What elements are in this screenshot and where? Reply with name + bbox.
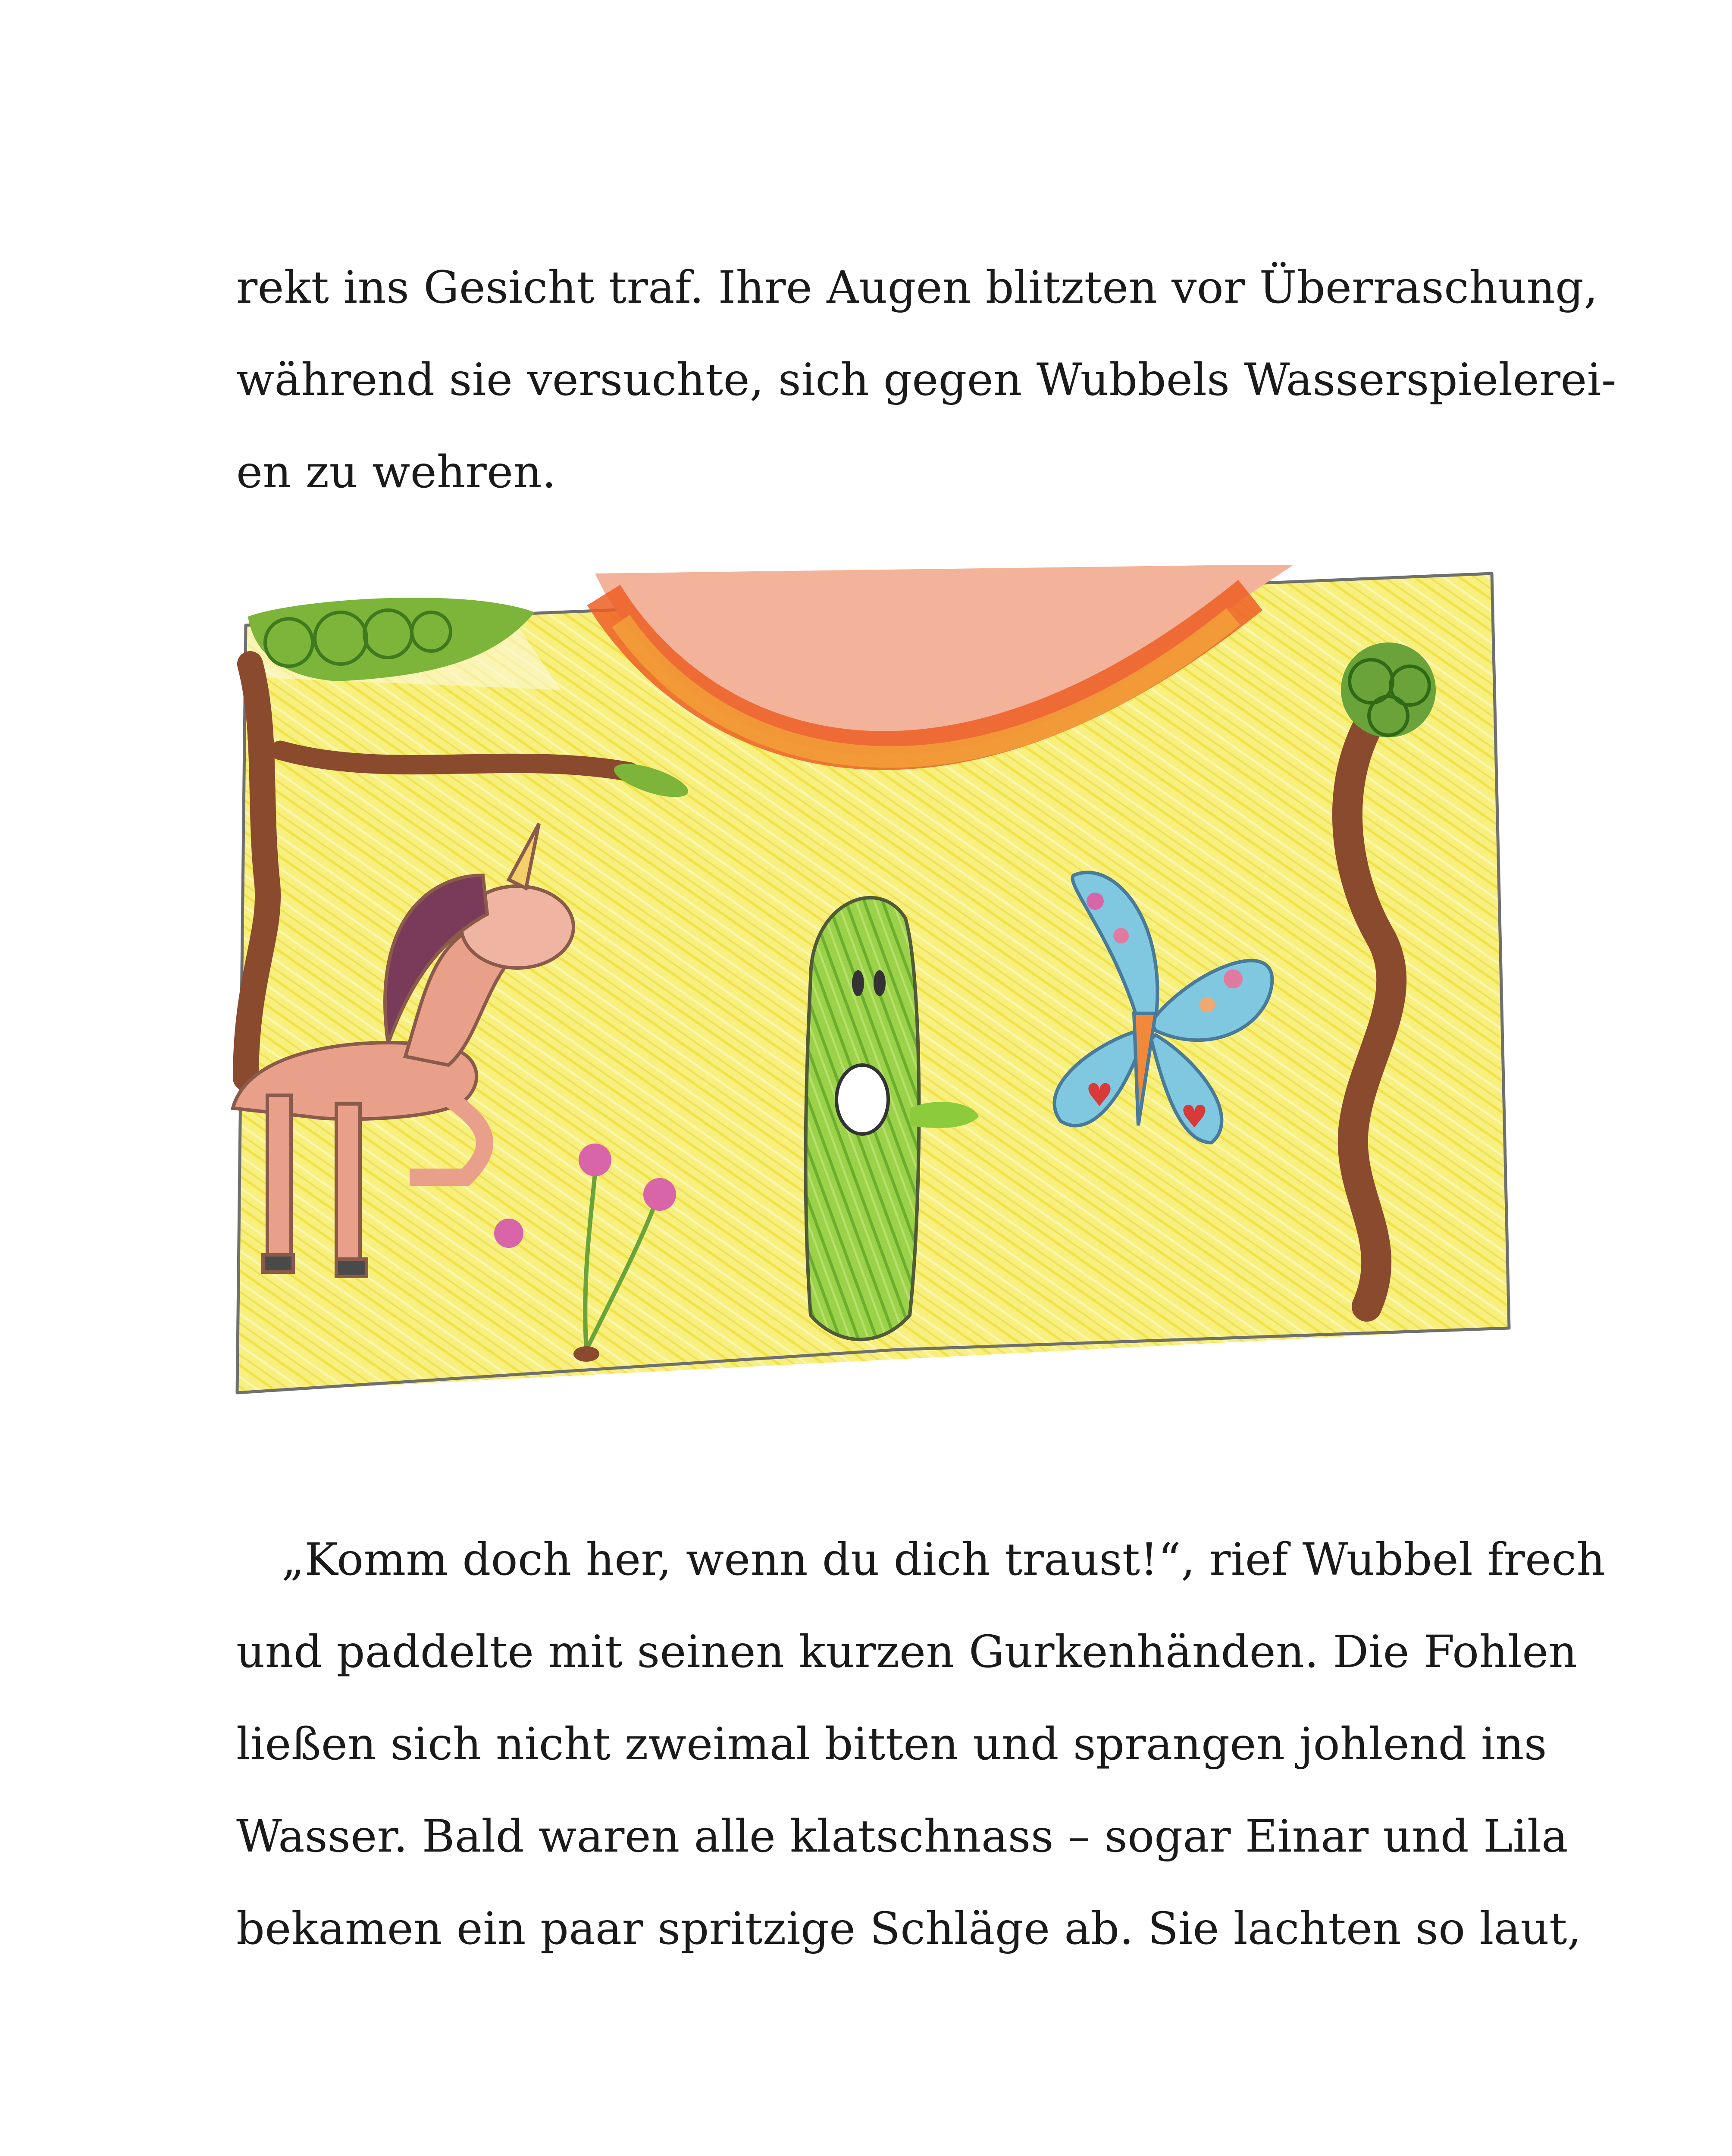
- text-line: während sie versuchte, sich gegen Wubbels Wasserspielerei-: [236, 354, 1616, 406]
- paragraph-top: [236, 241, 1616, 518]
- text-line: Wasser. Bald waren alle klatschnass – sogar Einar und Lila: [236, 1811, 1568, 1862]
- text-line: rekt ins Gesicht traf. Ihre Augen blitzten vor Überraschung,: [236, 262, 1598, 313]
- cucumber-eye: [874, 970, 886, 996]
- cucumber-mouth: [836, 1065, 888, 1134]
- right-tree-crown: [1341, 642, 1436, 737]
- text-line: ließen sich nicht zweimal bitten und sprangen johlend ins: [236, 1718, 1547, 1770]
- cucumber-eye: [852, 970, 864, 996]
- flower: [579, 1144, 611, 1176]
- flower: [494, 1219, 523, 1248]
- flower: [643, 1178, 676, 1211]
- paragraph-bottom: [236, 1514, 1606, 1975]
- text-line: en zu wehren.: [236, 446, 556, 498]
- text-line: bekamen ein paar spritzige Schläge ab. Sie lachten so laut,: [236, 1903, 1582, 1955]
- text-line: und paddelte mit seinen kurzen Gurkenhänden. Die Fohlen: [236, 1626, 1578, 1678]
- child-drawing-illustration: [207, 548, 1526, 1401]
- text-line: „Komm doch her, wenn du dich traust!“, rief Wubbel frech: [282, 1534, 1606, 1586]
